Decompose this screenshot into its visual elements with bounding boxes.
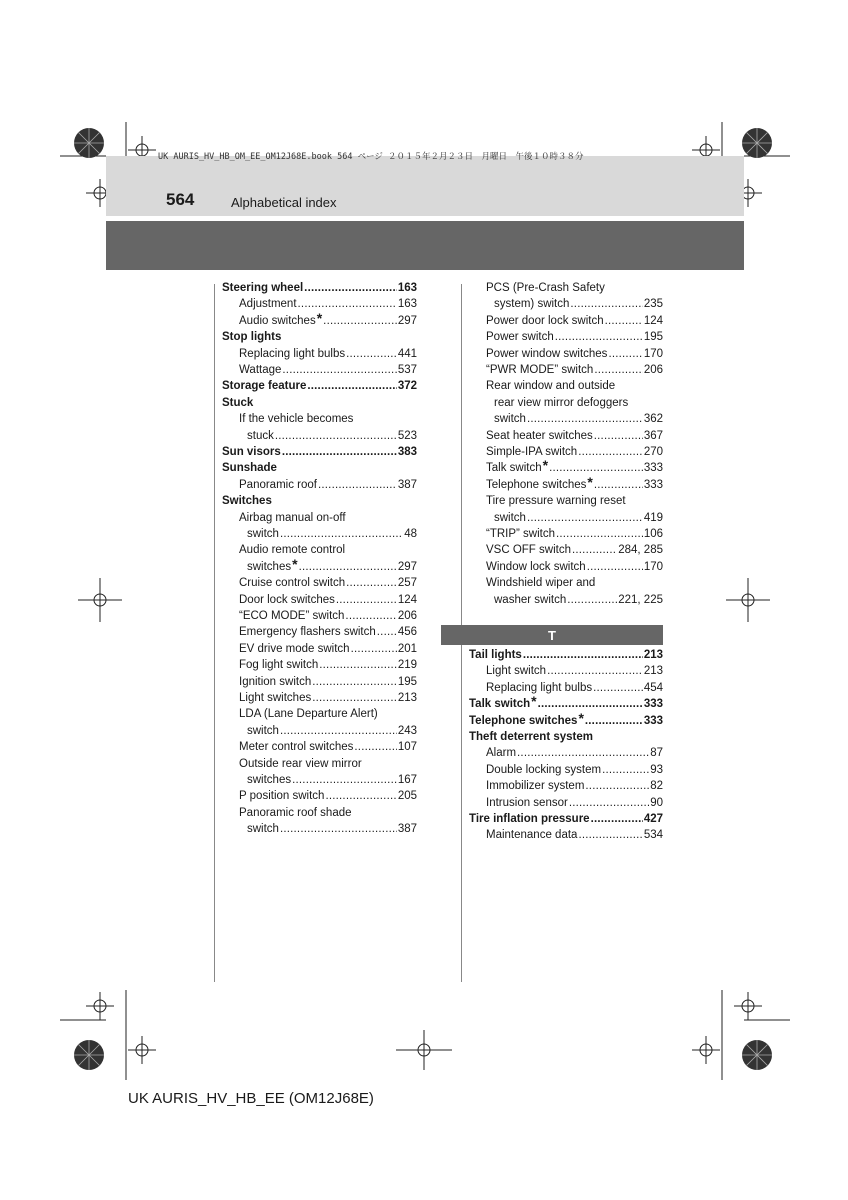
index-entry (486, 827, 663, 843)
index-entry (486, 559, 663, 575)
index-entry (486, 575, 663, 591)
letter-heading: T (441, 625, 663, 645)
entry-text: Tire pressure warning reset (486, 495, 626, 508)
entry-text: switch (494, 511, 526, 524)
dot-leader (556, 526, 643, 542)
entry-text: VSC OFF switch (486, 544, 571, 557)
entry-text: LDA (Lane Departure Alert) (239, 708, 378, 721)
index-entry (222, 460, 417, 476)
index-entry (486, 473, 663, 493)
entry-text: “PWR MODE” switch (486, 364, 594, 376)
entry-text: system) switch (494, 298, 570, 311)
dot-leader (275, 428, 397, 444)
entry-page: 93 (650, 763, 663, 776)
dot-leader (593, 680, 643, 696)
index-entry (469, 729, 663, 745)
entry-text: switches (247, 774, 292, 786)
entry-text: Maintenance data (486, 829, 578, 842)
entry-page: 523 (397, 429, 417, 442)
index-entry (486, 428, 663, 444)
dot-leader (318, 477, 397, 493)
dot-leader (299, 559, 397, 575)
index-entry (247, 723, 417, 739)
entry-page: 201 (397, 642, 417, 655)
index-entry (239, 805, 417, 821)
entry-page: 537 (397, 364, 417, 376)
file-header: UK AURIS_HV_HB_OM_EE_OM12J68E.book 564 ページ ２０１５年２月２３日 月曜日 午後１０時３８分 (158, 152, 584, 162)
entry-page: 206 (397, 610, 417, 622)
entry-text: Panoramic roof shade (239, 806, 352, 819)
dot-leader (298, 296, 397, 312)
index-entry (486, 795, 663, 811)
dot-leader (304, 280, 397, 296)
dot-leader (345, 608, 396, 624)
index-entry (239, 411, 417, 427)
entry-page: 427 (643, 813, 663, 825)
dot-leader (578, 827, 642, 843)
index-entry (486, 526, 663, 542)
entry-text: Tire inflation pressure (469, 813, 590, 825)
index-entry (239, 641, 417, 657)
dot-leader (280, 723, 397, 739)
index-entry (469, 693, 663, 712)
entry-text: Rear window and outside (486, 380, 616, 393)
page-number: 564 (166, 190, 195, 209)
entry-page: 221, 225 (618, 593, 663, 606)
index-entry (486, 762, 663, 778)
index-entry (486, 329, 663, 345)
entry-page: 270 (643, 446, 663, 458)
footnote-star: * (587, 473, 593, 490)
dot-leader (602, 762, 649, 778)
dot-leader (594, 362, 642, 378)
entry-text: Audio remote control (239, 544, 346, 557)
entry-page: 167 (397, 774, 417, 786)
index-entry (486, 346, 663, 362)
index-entry (494, 510, 663, 526)
footnote-star: * (316, 309, 323, 326)
header-band (106, 156, 744, 216)
index-entry (469, 709, 663, 729)
entry-text: EV drive mode switch (239, 642, 350, 655)
entry-page: 48 (404, 528, 417, 540)
entry-text: “TRIP” switch (486, 528, 555, 540)
index-entry (486, 745, 663, 761)
entry-text: Panoramic roof (239, 478, 317, 491)
index-entry (239, 756, 417, 772)
entry-page: 297 (397, 314, 417, 327)
index-entry (486, 378, 663, 394)
dot-leader (594, 477, 643, 493)
entry-text: Audio switches (239, 314, 316, 327)
entry-page: 170 (643, 347, 663, 360)
dot-leader (312, 690, 397, 706)
column-rule-left (214, 284, 215, 982)
entry-page: 163 (397, 282, 417, 294)
entry-text: Outside rear view mirror (239, 757, 362, 770)
entry-page: 534 (643, 829, 663, 842)
entry-text: Simple-IPA switch (486, 446, 578, 458)
dot-leader (527, 510, 643, 526)
entry-text: Airbag manual on-off (239, 511, 346, 524)
index-entry (486, 680, 663, 696)
section-title: Alphabetical index (231, 195, 337, 210)
index-entry (486, 778, 663, 794)
entry-text: switch (247, 724, 279, 737)
dot-leader (578, 444, 643, 460)
entry-page: 243 (397, 724, 417, 737)
entry-page: 333 (643, 462, 663, 475)
dot-leader (312, 674, 397, 690)
index-entry (239, 739, 417, 755)
index-entry (486, 457, 663, 476)
index-entry (239, 608, 417, 624)
entry-page: 205 (397, 790, 417, 803)
index-entry (239, 624, 417, 640)
dot-leader (549, 460, 643, 476)
index-entry (247, 526, 417, 542)
entry-page: 333 (643, 478, 663, 491)
dot-leader (547, 663, 643, 679)
index-entry (247, 772, 417, 788)
entry-text: Talk switch (486, 462, 542, 475)
entry-text: Sunshade (222, 462, 277, 475)
entry-text: Theft deterrent system (469, 731, 593, 743)
entry-page: 219 (397, 659, 417, 672)
index-entry (486, 362, 663, 378)
entry-text: Steering wheel (222, 282, 304, 294)
index-entry (239, 657, 417, 673)
entry-page: 387 (397, 478, 417, 491)
entry-text: Wattage (239, 364, 282, 376)
entry-text: If the vehicle becomes (239, 413, 354, 426)
index-entry (239, 575, 417, 591)
dot-leader (591, 811, 643, 827)
index-entry (222, 378, 417, 394)
dot-leader (336, 592, 397, 608)
index-entry (222, 280, 417, 296)
entry-text: Fog light switch (239, 659, 319, 672)
index-entry (469, 811, 663, 827)
entry-page: 213 (643, 649, 663, 661)
dot-leader (538, 696, 643, 712)
entry-page: 333 (643, 714, 663, 727)
entry-text: switch (247, 528, 279, 540)
footnote-star: * (292, 555, 298, 572)
entry-text: Meter control switches (239, 741, 354, 754)
entry-text: Windshield wiper and (486, 577, 596, 590)
entry-page: 387 (397, 823, 417, 836)
dot-leader (569, 795, 649, 811)
entry-page: 195 (643, 331, 663, 344)
footnote-star: * (542, 457, 549, 474)
index-entry (239, 346, 417, 362)
dot-leader (527, 411, 643, 427)
entry-text: PCS (Pre-Crash Safety (486, 282, 605, 294)
entry-page: 87 (650, 747, 663, 760)
entry-text: Stuck (222, 396, 254, 409)
entry-page: 124 (643, 314, 663, 327)
entry-text: Sun visors (222, 446, 281, 458)
dot-leader (608, 346, 642, 362)
index-entry (486, 280, 663, 296)
entry-page: 90 (650, 796, 663, 809)
index-entry (239, 706, 417, 722)
dot-leader (280, 526, 403, 542)
index-entry (247, 428, 417, 444)
entry-page: 284, 285 (618, 544, 663, 557)
dot-leader (572, 542, 617, 558)
entry-page: 257 (397, 577, 417, 590)
index-entry (239, 362, 417, 378)
dot-leader (346, 346, 397, 362)
entry-text: Stop lights (222, 331, 282, 344)
dot-leader (605, 313, 643, 329)
entry-text: Storage feature (222, 380, 307, 393)
entry-page: 419 (643, 511, 663, 524)
dot-leader (292, 772, 397, 788)
index-entry (222, 444, 417, 460)
entry-text: Light switch (486, 665, 547, 678)
dot-leader (570, 296, 642, 312)
entry-page: 456 (397, 626, 417, 639)
entry-page: 454 (643, 681, 663, 694)
dot-leader (354, 739, 396, 755)
entry-page: 170 (643, 560, 663, 573)
dot-leader (594, 428, 643, 444)
index-entry (239, 477, 417, 493)
entry-page: 206 (643, 364, 663, 376)
entry-page: 163 (397, 298, 417, 311)
entry-page: 441 (397, 347, 417, 360)
entry-text: “ECO MODE” switch (239, 610, 345, 622)
index-entry (239, 510, 417, 526)
dot-leader (351, 641, 397, 657)
dot-leader (282, 444, 397, 460)
index-entry (239, 296, 417, 312)
entry-text: Intrusion sensor (486, 796, 568, 809)
dot-leader (587, 559, 643, 575)
entry-text: Adjustment (239, 298, 297, 311)
header-dark-band (106, 221, 744, 270)
entry-text: Tail lights (469, 649, 522, 661)
dot-leader (280, 821, 397, 837)
entry-page: 297 (397, 560, 417, 573)
index-entry (486, 313, 663, 329)
entry-text: Emergency flashers switch (239, 626, 376, 639)
index-entry (494, 592, 663, 608)
entry-page: 367 (643, 429, 663, 442)
entry-page: 362 (643, 413, 663, 426)
footer-model: UK AURIS_HV_HB_EE (OM12J68E) (128, 1090, 374, 1107)
index-entry (486, 663, 663, 679)
index-entry (222, 329, 417, 345)
entry-page: 372 (397, 380, 417, 393)
entry-text: Replacing light bulbs (486, 681, 593, 694)
entry-text: Telephone switches (486, 478, 587, 491)
entry-text: P position switch (239, 790, 325, 803)
entry-text: Window lock switch (486, 560, 586, 573)
index-entry (469, 647, 663, 663)
index-entry (494, 411, 663, 427)
dot-leader (555, 329, 643, 345)
dot-leader (323, 313, 397, 329)
index-entry (239, 592, 417, 608)
entry-text: Immobilizer system (486, 780, 585, 793)
entry-page: 235 (643, 298, 663, 311)
dot-leader (585, 778, 649, 794)
entry-text: Seat heater switches (486, 429, 593, 442)
index-entry (247, 555, 417, 575)
entry-text: switches (247, 560, 292, 573)
index-entry (239, 309, 417, 329)
index-entry (239, 690, 417, 706)
entry-text: switch (494, 413, 526, 426)
index-entry (247, 821, 417, 837)
dot-leader (523, 647, 643, 663)
entry-text: Talk switch (469, 698, 531, 711)
footnote-star: * (578, 709, 584, 726)
index-entry (486, 542, 663, 558)
entry-page: 213 (643, 665, 663, 678)
entry-text: switch (247, 823, 279, 836)
footnote-star: * (531, 693, 537, 710)
entry-page: 124 (397, 593, 417, 606)
entry-page: 383 (397, 446, 417, 458)
dot-leader (517, 745, 649, 761)
entry-text: washer switch (494, 593, 567, 606)
index-entry (222, 493, 417, 509)
entry-page: 82 (650, 780, 663, 793)
entry-text: stuck (247, 429, 274, 442)
dot-leader (282, 362, 396, 378)
dot-leader (325, 788, 396, 804)
index-entry (239, 788, 417, 804)
index-entry (222, 395, 417, 411)
index-entry (494, 395, 663, 411)
index-entry (239, 674, 417, 690)
dot-leader (377, 624, 397, 640)
entry-text: Alarm (486, 747, 517, 760)
dot-leader (307, 378, 396, 394)
index-entry (486, 493, 663, 509)
entry-text: Replacing light bulbs (239, 347, 346, 360)
entry-text: Power door lock switch (486, 314, 604, 327)
entry-text: Telephone switches (469, 714, 578, 727)
index-entry (239, 542, 417, 558)
entry-text: Cruise control switch (239, 577, 346, 590)
dot-leader (319, 657, 397, 673)
entry-text: Power switch (486, 331, 554, 344)
entry-text: Power window switches (486, 347, 608, 360)
entry-text: Double locking system (486, 763, 602, 776)
dot-leader (585, 713, 643, 729)
dot-leader (567, 592, 617, 608)
entry-page: 106 (643, 528, 663, 540)
entry-text: Switches (222, 495, 272, 508)
entry-page: 333 (643, 698, 663, 711)
entry-page: 195 (397, 675, 417, 688)
index-entry (494, 296, 663, 312)
index-entry (486, 444, 663, 460)
entry-text: Door lock switches (239, 593, 335, 606)
entry-page: 213 (397, 692, 417, 704)
entry-page: 107 (397, 741, 417, 754)
entry-text: Ignition switch (239, 675, 312, 688)
dot-leader (346, 575, 397, 591)
entry-text: rear view mirror defoggers (494, 396, 629, 409)
entry-text: Light switches (239, 692, 312, 704)
